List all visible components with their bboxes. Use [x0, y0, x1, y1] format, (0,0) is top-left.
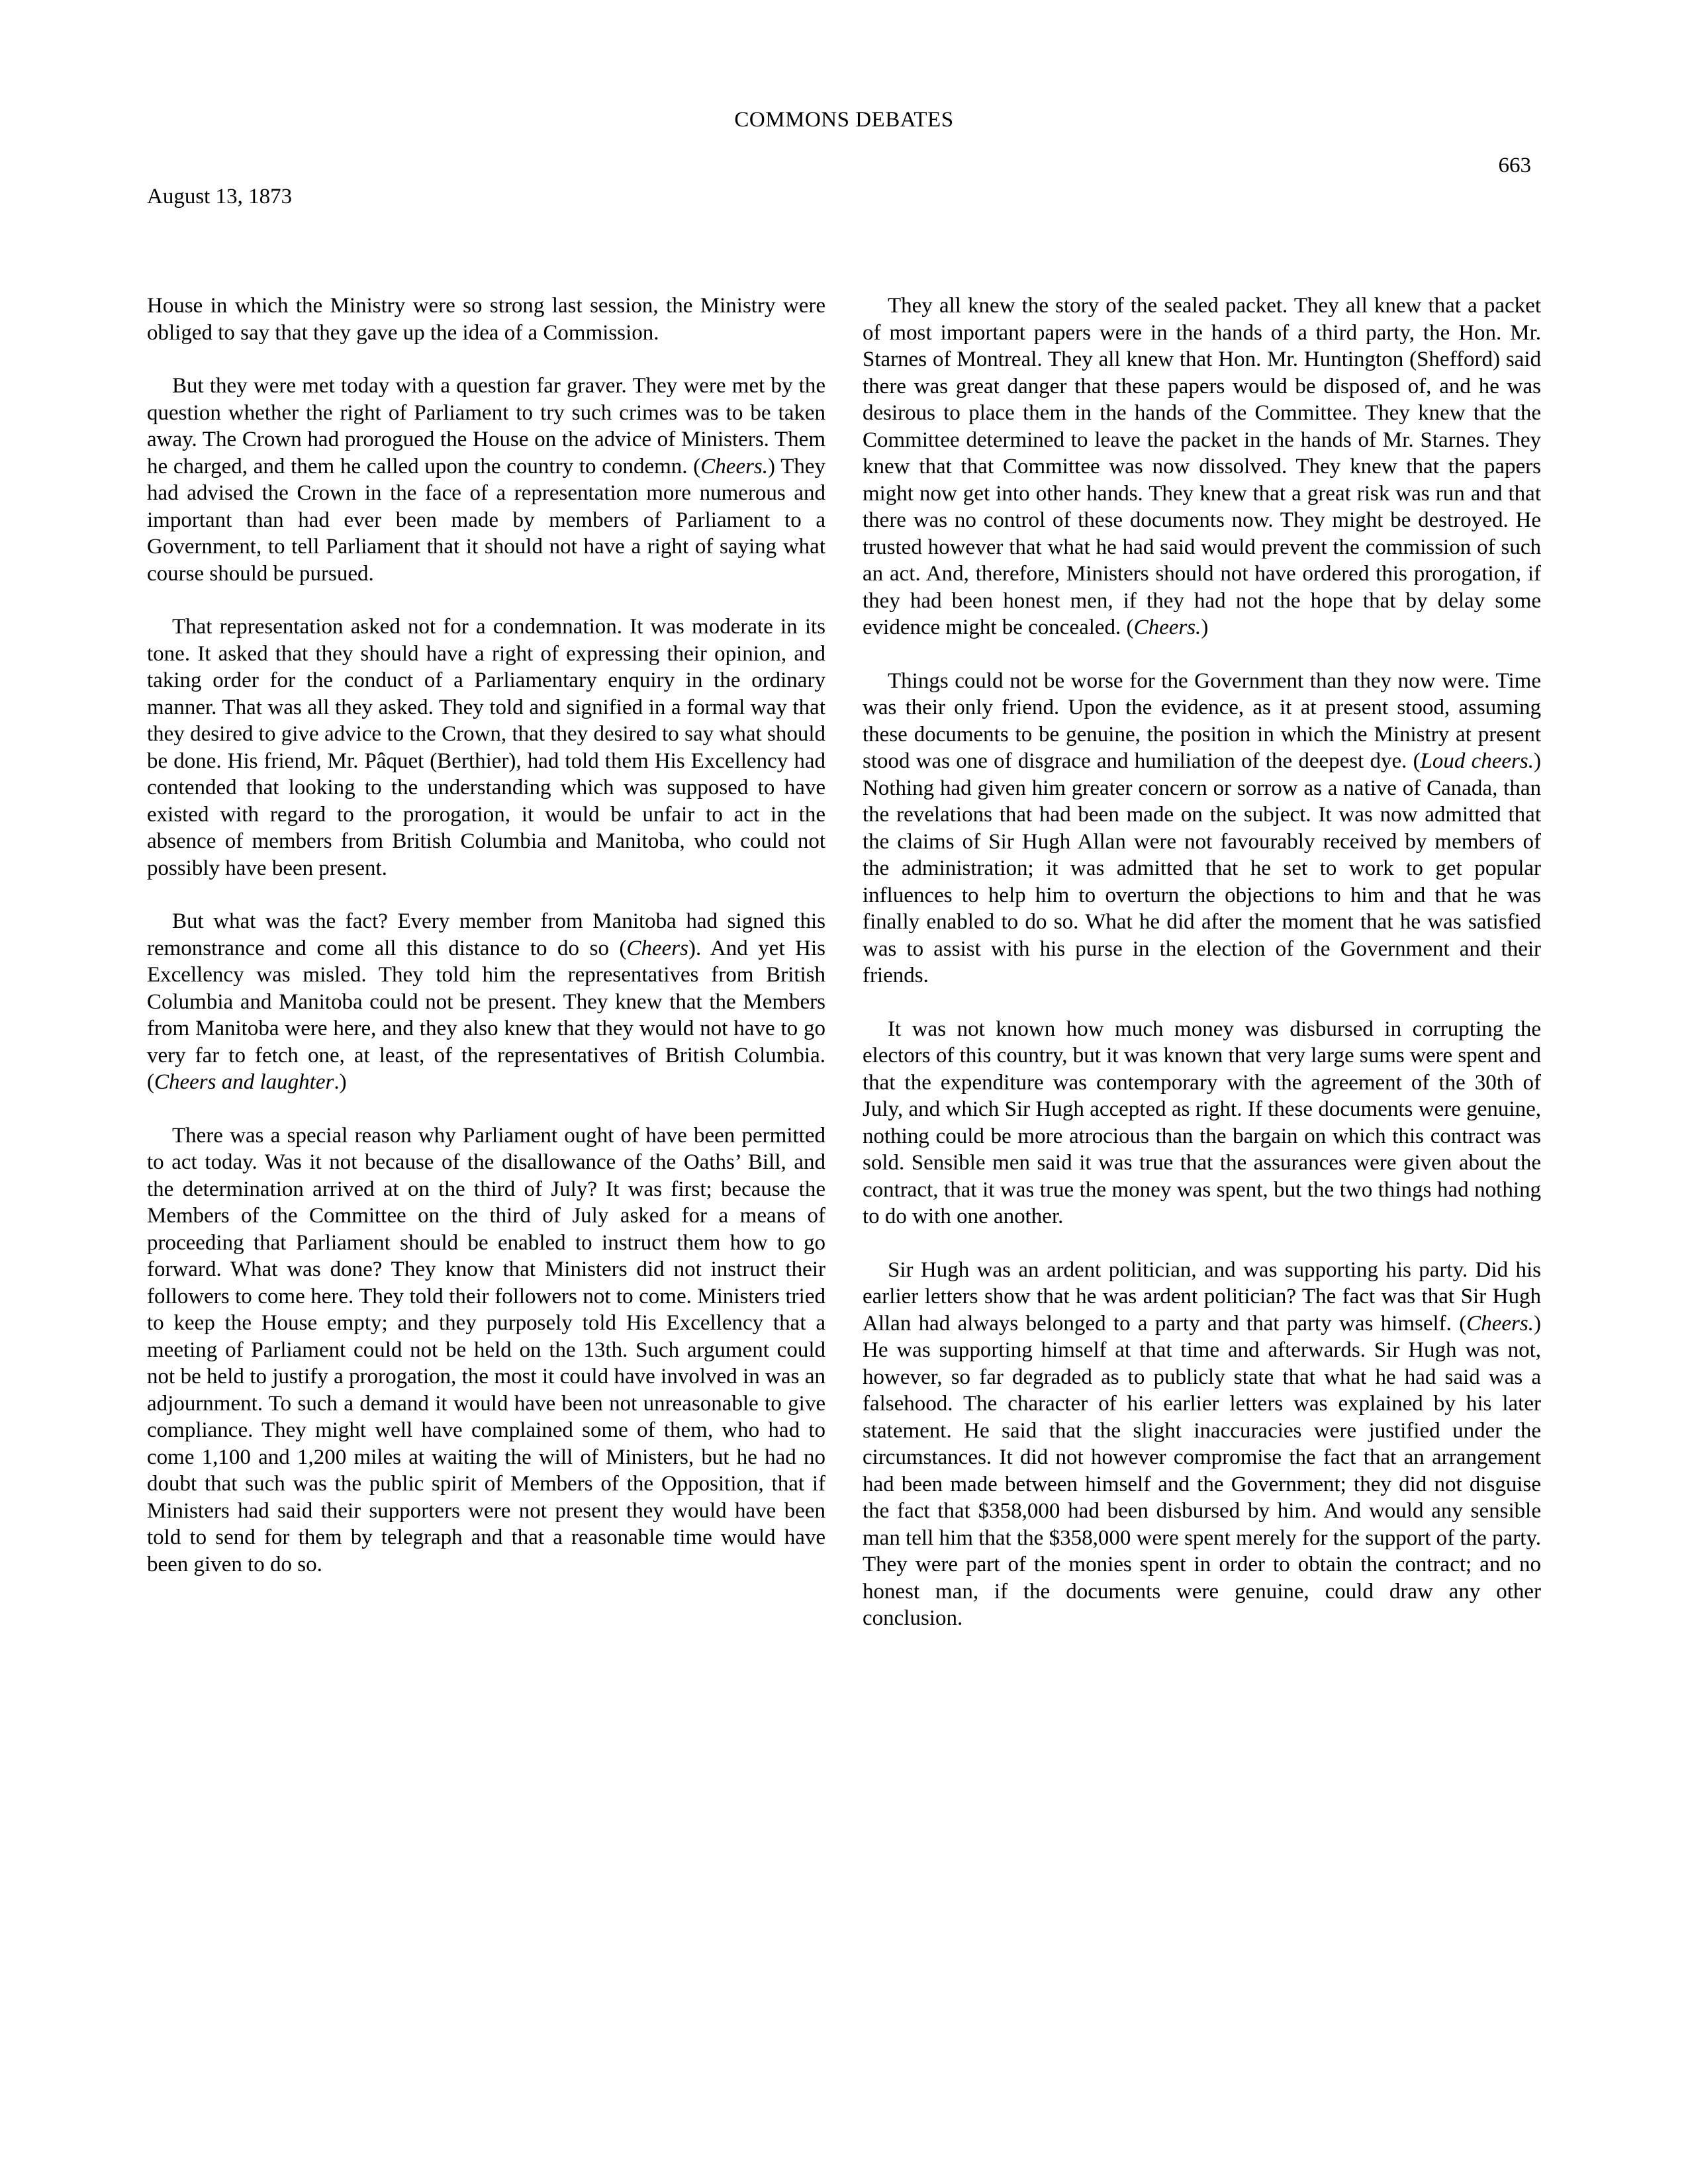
- italic-remark: Cheers.: [700, 454, 769, 478]
- text-run: Sir Hugh was an ardent politician, and was supporting his party. Did his earlier letters show that he was ardent politician? The fact was that Sir Hugh Allan had always belonged to a party and that party was himself. (: [863, 1257, 1541, 1336]
- italic-remark: Loud cheers.: [1420, 749, 1534, 773]
- paragraph: [863, 293, 1541, 641]
- text-run: ) They had advised the Crown in the face of a representation more numerous and important than had ever been made by members of Parliament to a Government, to tell Parliament that it should not have a right of saying what course should be pursued.: [147, 454, 826, 586]
- text-run: ) Nothing had given him greater concern or sorrow as a native of Canada, than the revelations that had been made on the subject. It was now admitted that the claims of Sir Hugh Allan were not favourably received by members of the administration; it was admitted that he set to work to get popular influences to help him to overturn the objections to him and that he was finally enabled to do so. What he did after the moment that he was satisfied was to assist with his purse in the election of the Government and their friends.: [863, 749, 1541, 987]
- text-run: .): [334, 1070, 347, 1094]
- paragraph: [863, 1016, 1541, 1230]
- text-run: ): [1201, 615, 1209, 639]
- paragraph: [147, 293, 825, 346]
- paragraph: [147, 908, 825, 1096]
- text-run: There was a special reason why Parliament ought of have been permitted to act today. Was it not because of the disallowance of the Oaths’ Bill, and the determination arrived at on the third of July? It was first; because the Members of the Committee on the third of July asked for a means of proceeding that Parliament should be enabled to instruct them how to go forward. What was done? They know that Ministers did not instruct their followers to come here. They told their followers not to come. Ministers tried to keep the House empty; and they purposely told His Excellency that a meeting of Parliament could not be held on the 13th. Such argument could not be held to justify a prorogation, the most it could have involved in was an adjournment. To such a demand it would have been not unreasonable to give compliance. They might well have complained some of them, who had to come 1,100 and 1,200 miles at waiting the will of Ministers, but he had no doubt that such was the public spirit of Members of the Opposition, that if Ministers had said their supporters were not present they would have been told to send for them by telegraph and that a reasonable time would have been given to do so.: [147, 1123, 825, 1576]
- right-column: [863, 293, 1541, 1659]
- text-run: It was not known how much money was disbursed in corrupting the electors of this country, but it was known that very large sums were spent and that the expenditure was contemporary with the agreement of the 30th of July, and which Sir Hugh accepted as right. If these documents were genuine, nothing could be more atrocious than the bargain on which this contract was sold. Sensible men said it was true that the assurances were given about the contract, that it was true the money was spent, but the two things had nothing to do with one another.: [863, 1017, 1541, 1228]
- text-run: That representation asked not for a condemnation. It was moderate in its tone. It asked that they should have a right of expressing their opinion, and taking order for the conduct of a Parliamentary enquiry in the ordinary manner. That was all they asked. They told and signified in a formal way that they desired to give advice to the Crown, that they desired to say what should be done. His friend, Mr. Pâquet (Berthier), had told them His Excellency had contended that looking to the understanding which was supposed to have existed with regard to the prorogation, it would be unfair to act in the absence of members from British Columbia and Manitoba, who could not possibly have been present.: [147, 615, 825, 880]
- text-run: But what was the fact? Every member from Manitoba had signed this remonstrance and come all this distance to do so (: [147, 909, 825, 960]
- italic-remark: Cheers.: [1133, 615, 1201, 639]
- italic-remark: Cheers.: [1466, 1311, 1534, 1336]
- text-run: ) He was supporting himself at that time and afterwards. Sir Hugh was not, however, so far degraded as to publicly state that what he had said was a falsehood. The character of his earlier letters was explained by his later statement. He said that the slight inaccuracies were justified under the circumstances. It did not however compromise the fact that an arrangement had been made between himself and the Government; they did not disguise the fact that $358,000 had been disbursed by him. And would any sensible man tell him that the $358,000 were spent merely for the support of the party. They were part of the monies spent in order to obtain the contract; and no honest man, if the documents were genuine, could draw any other conclusion.: [863, 1311, 1541, 1630]
- italic-remark: Cheers: [626, 936, 688, 960]
- text-run: Things could not be worse for the Government than they now were. Time was their only friend. Upon the evidence, as it at present stood, assuming these documents to be genuine, the position in which the Ministry at present stood was one of disgrace and humiliation of the deepest dye. (: [863, 668, 1541, 773]
- text-run: ). And yet His Excellency was misled. They told him the representatives from British Columbia and Manitoba could not be present. They knew that the Members from Manitoba were here, and they also knew that they would not have to go very far to fetch one, at least, of the representatives of British Columbia. (: [147, 936, 825, 1094]
- text-run: But they were met today with a question far graver. They were met by the question whether the right of Parliament to try such crimes was to be taken away. The Crown had prorogued the House on the advice of Ministers. Them he charged, and them he called upon the country to condemn. (: [147, 374, 825, 478]
- paragraph: [147, 373, 825, 587]
- page-number: 663: [1498, 154, 1531, 177]
- italic-remark: Cheers and laughter: [154, 1070, 334, 1094]
- paragraph: [863, 668, 1541, 989]
- text-run: House in which the Ministry were so strong last session, the Ministry were obliged to say that they gave up the idea of a Commission.: [147, 294, 825, 345]
- running-head: COMMONS DEBATES: [734, 108, 954, 132]
- text-run: They all knew the story of the sealed packet. They all knew that a packet of most important papers were in the hands of a third party, the Hon. Mr. Starnes of Montreal. They all knew that Hon. Mr. Huntington (Shefford) said there was great danger that these papers would be disposed of, and he was desirous to place them in the hands of the Committee. They knew that the Committee determined to leave the packet in the hands of Mr. Starnes. They knew that that Committee was now dissolved. They knew that the papers might now get into other hands. They knew that a great risk was run and that there was no control of these documents now. They might be destroyed. He trusted however that what he had said would prevent the commission of such an act. And, therefore, Ministers should not have ordered this prorogation, if they had been honest men, if they had not the hope that by delay some evidence might be concealed. (: [863, 294, 1541, 639]
- left-column: [147, 293, 825, 1604]
- paragraph: [863, 1257, 1541, 1632]
- debate-date: August 13, 1873: [147, 185, 293, 208]
- paragraph: [147, 1122, 825, 1578]
- paragraph: [147, 614, 825, 882]
